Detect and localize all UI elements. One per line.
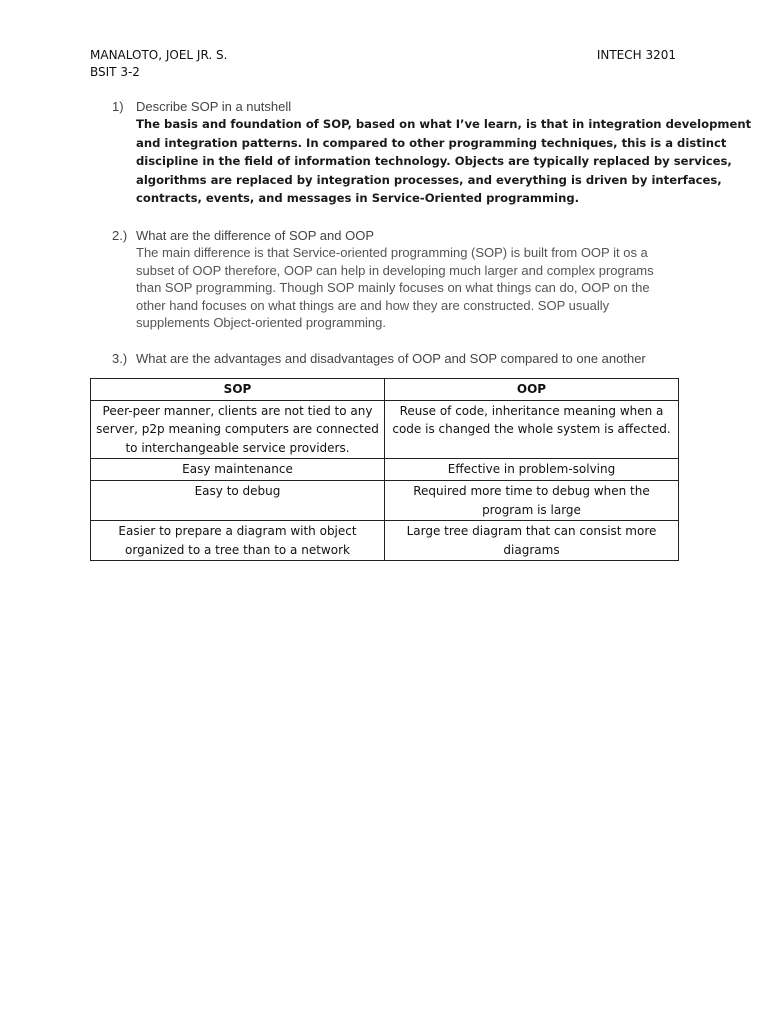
student-section: BSIT 3-2 [90, 65, 140, 79]
table-cell: Large tree diagram that can consist more diagrams [385, 521, 679, 561]
table-row [91, 521, 679, 561]
course-code: INTECH 3201 [596, 48, 676, 62]
question-text: What are the advantages and disadvantages of OOP and SOP compared to one another [136, 351, 646, 366]
question-number: 3.) [112, 351, 128, 366]
answer-line: subset of OOP therefore, OOP can help in developing much larger and complex programs [136, 262, 654, 278]
table-cell: Required more time to debug when the program is large [385, 480, 679, 520]
answer-line: supplements Object-oriented programming. [136, 315, 387, 331]
question-text: What are the difference of SOP and OOP [136, 228, 374, 243]
answer-line: other hand focuses on what things are and how they are constructed. SOP usually [136, 297, 610, 313]
answer-1 [136, 115, 752, 208]
answer-line: The main difference is that Service-oriented programming (SOP) is built from OOP it os a [136, 245, 648, 260]
table-cell: Reuse of code, inheritance meaning when a code is changed the whole system is affected. [385, 400, 679, 459]
header-cell-sop: SOP [91, 379, 385, 401]
answer-line: than SOP programming. Though SOP mainly focuses on what things can do, OOP on the [136, 280, 650, 296]
student-name: MANALOTO, JOEL JR. S. [90, 48, 228, 62]
table-cell: Effective in problem-solving [385, 459, 679, 481]
question-number: 2.) [112, 228, 128, 243]
answer-line: algorithms are replaced by integration processes, and everything is driven by interfaces, [136, 172, 722, 187]
answer-2 [136, 244, 676, 332]
answer-line: discipline in the field of information technology. Objects are typically replaced by services, [136, 154, 732, 169]
answer-line: and integration patterns. In compared to other programming techniques, this is a distinct [136, 135, 727, 150]
table-header-row [91, 379, 679, 401]
header-cell-oop: OOP [385, 379, 679, 401]
comparison-table [90, 378, 679, 561]
table-row [91, 459, 679, 481]
table-row [91, 400, 679, 459]
student-info [90, 47, 227, 81]
table-row [91, 480, 679, 520]
question-number: 1) [112, 99, 124, 114]
table-cell: Easier to prepare a diagram with object organized to a tree than to a network [91, 521, 385, 561]
answer-line: contracts, events, and messages in Service-Oriented programming. [136, 191, 580, 206]
question-text: Describe SOP in a nutshell [136, 99, 292, 114]
answer-line: The basis and foundation of SOP, based on what I’ve learn, is that in integration development [136, 117, 752, 131]
table-cell: Easy maintenance [91, 459, 385, 481]
table-cell: Peer-peer manner, clients are not tied to any server, p2p meaning computers are connected to interchangeable service providers. [91, 400, 385, 459]
table-cell: Easy to debug [91, 480, 385, 520]
